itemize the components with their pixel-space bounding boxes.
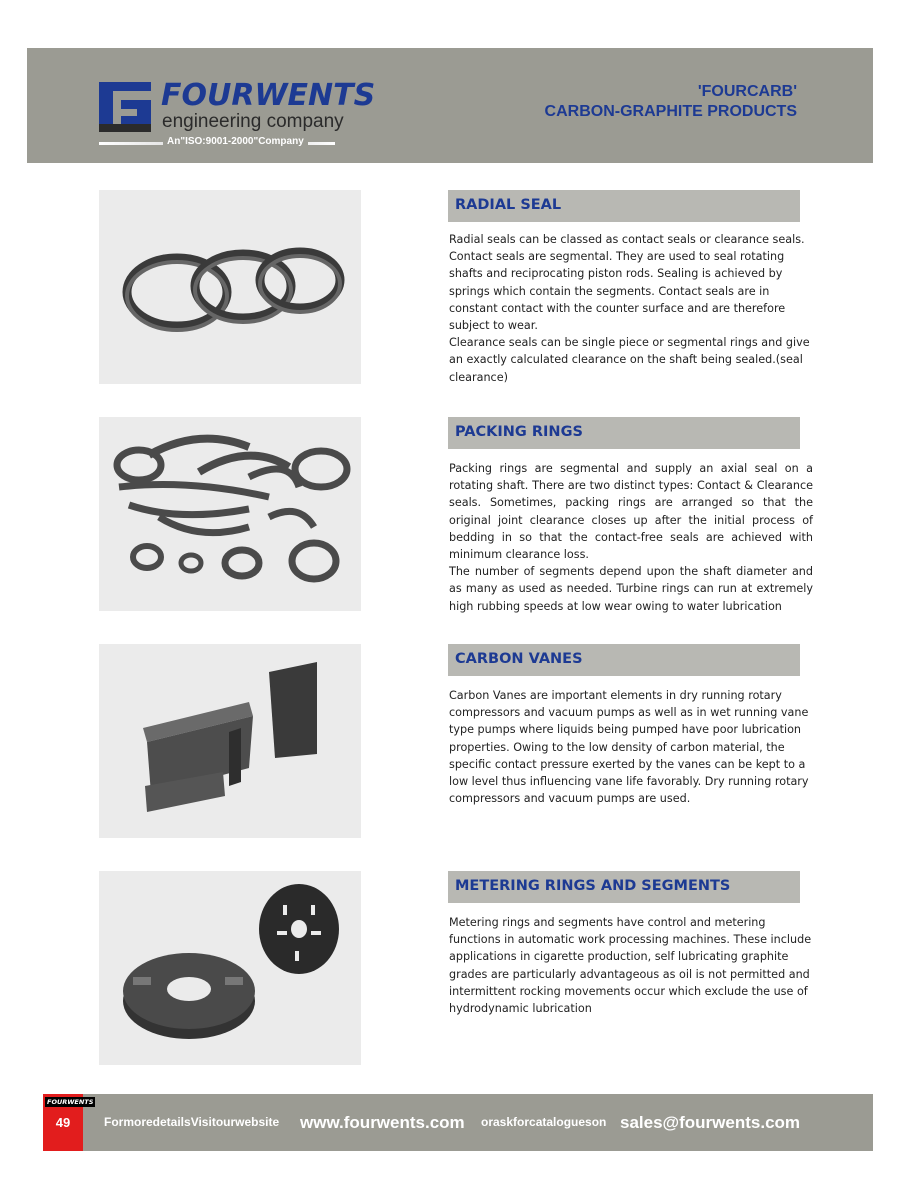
carbon-vanes-graphic xyxy=(99,644,361,838)
carbon-vanes-paragraph: Carbon Vanes are important elements in dry running rotary compressors and vacuum pumps as well as in wet running vane type pumps where liquids being pumped have poor lubrication properties. Owing to the low density of carbon material, the specific contact pressure exerted by the vanes can be kept to a low level thus influencing vane life favorably. Dry running rotary compressors and vacuum pumps are used. xyxy=(449,689,809,806)
page-title-line1: 'FOURCARB' xyxy=(697,83,797,100)
carbon-vanes-heading xyxy=(448,644,800,676)
radial-seal-image xyxy=(99,190,361,384)
radial-seal-text xyxy=(449,231,813,386)
footer-email-link[interactable]: sales@fourwents.com xyxy=(620,1113,801,1132)
carbon-vanes-heading-text: CARBON VANES xyxy=(455,651,583,667)
page-header xyxy=(27,48,873,163)
brand-name: FOURWENTS xyxy=(161,78,376,113)
packing-rings-paragraph: The number of segments depend upon the shaft diameter and as many as used as needed. Turbine rings can run at extremely high rubbing speeds at low wear owing to water lubrication xyxy=(449,565,813,613)
radial-seal-heading xyxy=(448,190,800,222)
packing-rings-heading-text: PACKING RINGS xyxy=(455,424,583,440)
packing-rings-heading xyxy=(448,417,800,449)
packing-rings-graphic xyxy=(99,417,361,611)
page-title xyxy=(545,82,797,122)
footer-page-tab xyxy=(43,1094,94,1151)
radial-seal-paragraph: Clearance seals can be single piece or segmental rings and give an exactly calculated clearance on the shaft being sealed.(seal clearance) xyxy=(449,336,810,384)
metering-rings-paragraph: Metering rings and segments have control and metering functions in automatic work processing machines. These include applications in cigarette production, self lubricating graphite grades are particularly advantageous as oil is not permitted and intermittent rocking movements occur which exclude the use of hydrodynamic lubrication xyxy=(449,916,812,1016)
fourwents-logo-icon xyxy=(99,82,151,132)
radial-seal-heading-text: RADIAL SEAL xyxy=(455,197,562,213)
packing-rings-image xyxy=(99,417,361,611)
footer-visit-text: FormoredetailsVisitourwebsite xyxy=(104,1115,280,1129)
carbon-vanes-text xyxy=(449,687,813,807)
metering-rings-heading xyxy=(448,871,800,903)
metering-rings-image xyxy=(99,871,361,1065)
metering-rings-graphic xyxy=(99,871,361,1065)
footer-brand-logo: FOURWENTS xyxy=(47,1098,94,1106)
carbon-vanes-image xyxy=(99,644,361,838)
metering-rings-text xyxy=(449,914,813,1017)
footer-website-link[interactable]: www.fourwents.com xyxy=(300,1113,465,1132)
page-number: 49 xyxy=(55,1115,71,1130)
brand-subtitle: engineering company xyxy=(162,111,344,132)
page-footer xyxy=(43,1094,873,1151)
seal-rings-graphic xyxy=(99,190,361,384)
radial-seal-paragraph: Radial seals can be classed as contact seals or clearance seals. Contact seals are segmental. They are used to seal rotating shafts and reciprocating piston rods. Sealing is achieved by springs which contain the segments. Contact seals are in constant contact with the counter surface and are therefore subject to wear. xyxy=(449,233,805,333)
packing-rings-text xyxy=(449,460,813,615)
page-title-line2: CARBON-GRAPHITE PRODUCTS xyxy=(544,103,797,120)
company-logo xyxy=(99,78,376,152)
metering-rings-heading-text: METERING RINGS AND SEGMENTS xyxy=(455,878,731,894)
packing-rings-paragraph: Packing rings are segmental and supply an axial seal on a rotating shaft. There are two distinct types: Contact & Clearance seals. Sometimes, packing rings are arranged so that the original joint clearance closes up after the initial process of bedding in so that the contact-free seals are achieved with minimum clearance loss. xyxy=(449,462,813,562)
footer-catalogue-text: oraskforcatalogueson xyxy=(481,1115,607,1129)
iso-label: An"ISO:9001-2000"Company xyxy=(163,136,308,147)
